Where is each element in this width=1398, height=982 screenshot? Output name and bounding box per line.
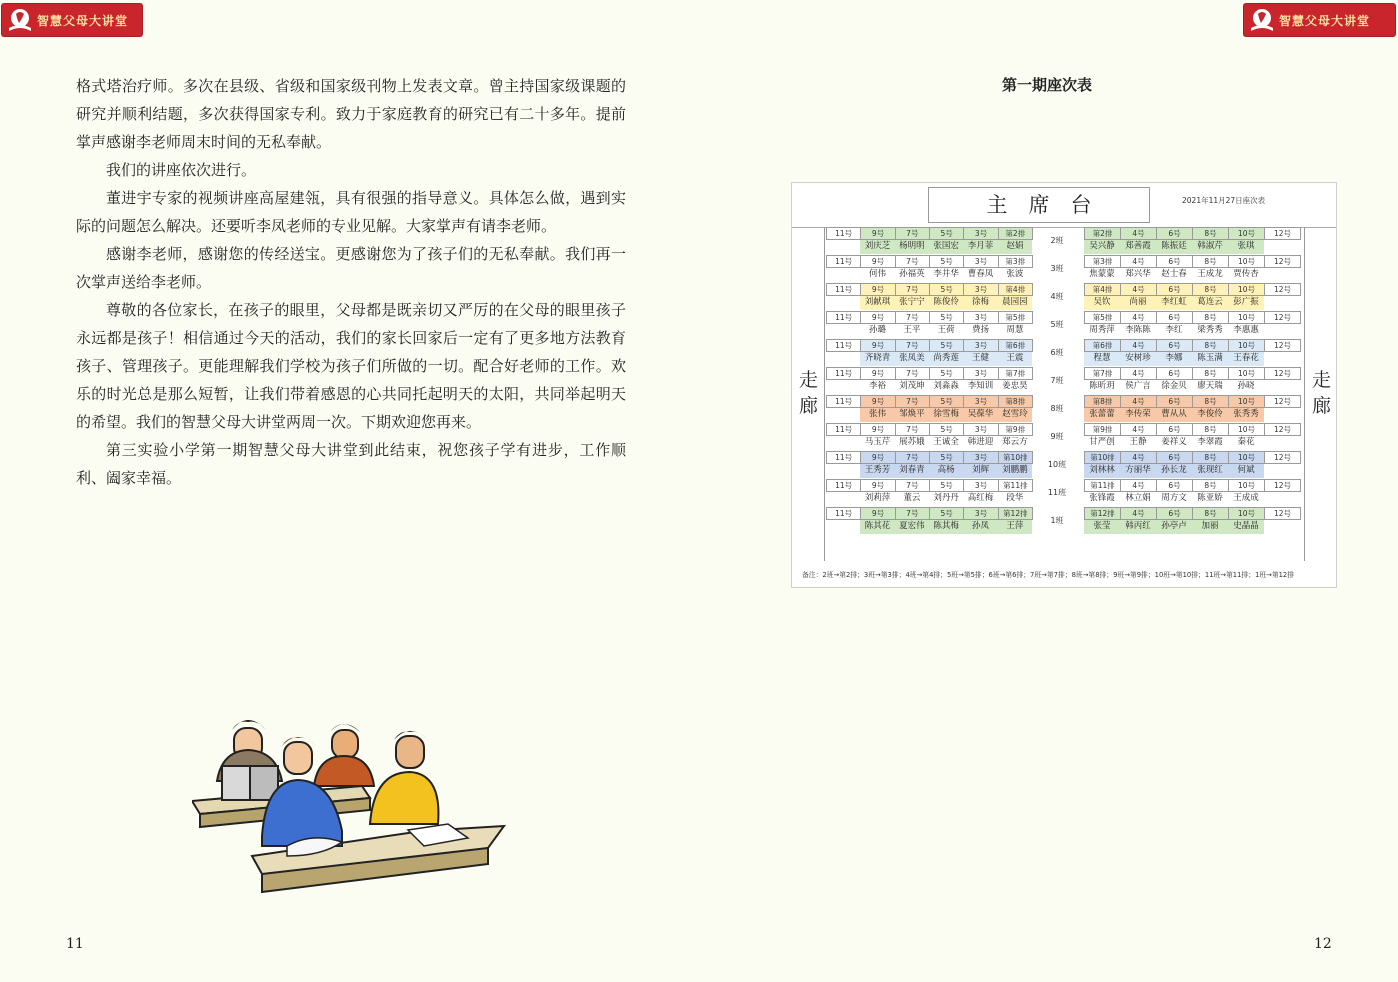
seat-name: 陈玉满 (1192, 352, 1228, 366)
seat-name: 李知训 (963, 380, 997, 394)
seat-number-cell: 第6排 (1084, 339, 1121, 352)
seat-name: 陈昕玥 (1084, 380, 1120, 394)
seat-number-cell: 9号 (860, 339, 895, 352)
seat-number-cell: 4号 (1120, 451, 1157, 464)
seating-chart-title: 第一期座次表 (1001, 76, 1092, 94)
seat-number-cell: 4号 (1120, 311, 1157, 324)
seat-name: 王静 (1120, 436, 1156, 450)
seat-name: 张国宏 (929, 240, 963, 254)
seat-number-cell: 7号 (895, 367, 930, 380)
seat-number-cell: 9号 (860, 367, 895, 380)
seat-name: 赵雪玲 (998, 408, 1032, 422)
seat-name: 段华 (998, 492, 1032, 506)
seat-number-cell: 8号 (1192, 423, 1229, 436)
seat-number-cell: 4号 (1120, 367, 1157, 380)
seat-name: 王春花 (1228, 352, 1264, 366)
seat-number-cell: 5号 (929, 311, 964, 324)
seat-number-cell: 12号 (1264, 367, 1301, 380)
seat-name: 张蕾蕾 (1084, 408, 1120, 422)
seat-name: 林立娟 (1120, 492, 1156, 506)
class-label: 1班 (1050, 516, 1064, 525)
seat-number-cell: 4号 (1120, 423, 1157, 436)
paragraph: 尊敬的各位家长，在孩子的眼里，父母都是既亲切又严厉的在父母的眼里孩子永远都是孩子！相信通过今天的活动，我们的家长回家后一定有了更多地方法教育孩子、管理孩子。更能理解我们学校为孩子们所做的一切。配合好老师的工作。欢乐的时光总是那么短暂，让我们带着感恩的心共同托起明天的太阳，共同举起明天的希望。我们的智慧父母大讲堂两周一次。下期欢迎您再来。 (76, 301, 626, 431)
seat-name: 徐雪梅 (929, 408, 963, 422)
seat-number-cell: 10号 (1228, 423, 1265, 436)
seat-number-cell: 9号 (860, 311, 895, 324)
seat-name: 李裕 (860, 380, 894, 394)
page-number-left: 11 (66, 936, 84, 952)
seat-number-cell: 11号 (826, 479, 861, 492)
seat-name: 张秀秀 (1228, 408, 1264, 422)
seat-number-cell: 5号 (929, 227, 964, 240)
seat-number-cell: 8号 (1192, 283, 1229, 296)
logo-text: 智慧父母大讲堂 (37, 13, 129, 28)
class-label: 11班 (1047, 488, 1067, 497)
seat-number-cell: 12号 (1264, 227, 1301, 240)
seat-number-cell: 10号 (1228, 367, 1265, 380)
seat-name: 加丽 (1192, 520, 1228, 534)
seat-number-cell: 3号 (963, 311, 998, 324)
seat-name: 焦蒙蒙 (1084, 268, 1120, 282)
seat-name: 周慧 (998, 324, 1032, 338)
seat-number-cell: 第2排 (998, 227, 1033, 240)
seat-name: 何斌 (1228, 464, 1264, 478)
seat-number-cell: 6号 (1156, 311, 1193, 324)
date-label: 2021年11月27日座次表 (1182, 196, 1266, 205)
class-label: 2班 (1050, 236, 1064, 245)
seat-number-cell: 10号 (1228, 255, 1265, 268)
seat-name: 高红梅 (963, 492, 997, 506)
seat-name: 李月菲 (963, 240, 997, 254)
seat-number-cell: 7号 (895, 255, 930, 268)
seat-number-cell: 9号 (860, 227, 895, 240)
seat-number-cell: 6号 (1156, 339, 1193, 352)
seat-name: 何伟 (860, 268, 894, 282)
seat-number-cell: 4号 (1120, 255, 1157, 268)
paragraph: 格式塔治疗师。多次在县级、省级和国家级刊物上发表文章。曾主持国家级课题的研究并顺利结题，多次获得国家专利。致力于家庭教育的研究已有二十多年。提前掌声感谢李老师周末时间的无私奉献。 (76, 77, 626, 151)
seat-number-cell: 4号 (1120, 339, 1157, 352)
seat-number-cell: 6号 (1156, 255, 1193, 268)
seat-number-cell: 9号 (860, 507, 895, 520)
seat-name: 赵士春 (1156, 268, 1192, 282)
seat-name: 曹春凤 (963, 268, 997, 282)
seat-number-cell: 10号 (1228, 227, 1265, 240)
seat-name: 陈俊伶 (929, 296, 963, 310)
seat-number-cell: 第10排 (998, 451, 1033, 464)
seat-name: 姜祥义 (1156, 436, 1192, 450)
class-label: 9班 (1050, 432, 1064, 441)
seat-number-cell: 10号 (1228, 283, 1265, 296)
seat-number-cell: 6号 (1156, 423, 1193, 436)
seat-number-cell: 5号 (929, 283, 964, 296)
seat-number-cell: 10号 (1228, 395, 1265, 408)
seat-number-cell: 12号 (1264, 311, 1301, 324)
seat-number-cell: 10号 (1228, 479, 1265, 492)
seat-number-cell: 7号 (895, 227, 930, 240)
seat-name: 吴兴静 (1084, 240, 1120, 254)
seat-number-cell: 12号 (1264, 507, 1301, 520)
seat-number-cell: 3号 (963, 255, 998, 268)
seat-number-cell: 第7排 (998, 367, 1033, 380)
seat-name: 张波 (998, 268, 1032, 282)
seat-name: 费扬 (963, 324, 997, 338)
seat-number-cell: 3号 (963, 451, 998, 464)
class-label: 5班 (1050, 320, 1064, 329)
seat-name: 孙亭卢 (1156, 520, 1192, 534)
seat-name: 陈其花 (860, 520, 894, 534)
seat-name: 王成成 (1228, 492, 1264, 506)
seat-number-cell: 4号 (1120, 227, 1157, 240)
seat-number-cell: 7号 (895, 311, 930, 324)
class-label: 6班 (1050, 348, 1064, 357)
seat-number-cell: 12号 (1264, 479, 1301, 492)
seat-name: 张锋霞 (1084, 492, 1120, 506)
logo-right (1243, 3, 1396, 37)
seat-name: 吴钦 (1084, 296, 1120, 310)
seat-number-cell: 6号 (1156, 451, 1193, 464)
seat-number-cell: 8号 (1192, 479, 1229, 492)
class-label: 4班 (1050, 292, 1064, 301)
seat-name: 晨园园 (998, 296, 1032, 310)
seat-name: 王荷 (929, 324, 963, 338)
students-reading-illustration (192, 706, 512, 906)
logo-emblem-icon (7, 7, 33, 33)
seat-number-cell: 10号 (1228, 339, 1265, 352)
seat-name: 孙福英 (895, 268, 929, 282)
seat-name: 程慧 (1084, 352, 1120, 366)
seat-number-cell: 10号 (1228, 451, 1265, 464)
seat-number-cell: 4号 (1120, 479, 1157, 492)
seat-number-cell: 3号 (963, 339, 998, 352)
seat-number-cell: 4号 (1120, 507, 1157, 520)
seat-number-cell: 8号 (1192, 255, 1229, 268)
seat-name: 齐晓青 (860, 352, 894, 366)
seat-name: 郑兴华 (1120, 268, 1156, 282)
seat-name: 彭广振 (1228, 296, 1264, 310)
seat-name: 张宁宁 (895, 296, 929, 310)
stage-header (792, 183, 1336, 228)
seat-name: 刘淼淼 (929, 380, 963, 394)
seat-number-cell: 6号 (1156, 283, 1193, 296)
seat-number-cell: 9号 (860, 423, 895, 436)
seat-name: 杨明明 (895, 240, 929, 254)
seat-name: 李陈陈 (1120, 324, 1156, 338)
seat-number-cell: 11号 (826, 395, 861, 408)
seat-number-cell: 第8排 (1084, 395, 1121, 408)
seat-name: 张莹 (1084, 520, 1120, 534)
seat-number-cell: 4号 (1120, 395, 1157, 408)
seat-number-cell: 8号 (1192, 339, 1229, 352)
seat-name: 周秀萍 (1084, 324, 1120, 338)
seat-name: 孙晓 (1228, 380, 1264, 394)
seat-number-cell: 3号 (963, 479, 998, 492)
seat-name: 李传荣 (1120, 408, 1156, 422)
seat-number-cell: 8号 (1192, 311, 1229, 324)
seat-number-cell: 11号 (826, 339, 861, 352)
seat-name: 张伟 (860, 408, 894, 422)
seat-name: 王平 (895, 324, 929, 338)
seat-name: 葛连云 (1192, 296, 1228, 310)
seat-number-cell: 3号 (963, 423, 998, 436)
seating-chart (791, 182, 1337, 588)
seat-number-cell: 8号 (1192, 367, 1229, 380)
seat-name: 徐金贝 (1156, 380, 1192, 394)
seat-name: 夏宏伟 (895, 520, 929, 534)
seat-name: 刘庆芝 (860, 240, 894, 254)
seat-name: 吴葆华 (963, 408, 997, 422)
seat-number-cell: 5号 (929, 367, 964, 380)
seat-number-cell: 11号 (826, 227, 861, 240)
seat-name: 刘鹏鹏 (998, 464, 1032, 478)
seat-name: 郑云方 (998, 436, 1032, 450)
seat-number-cell: 7号 (895, 451, 930, 464)
logo-text: 智慧父母大讲堂 (1279, 13, 1371, 28)
seat-number-cell: 3号 (963, 283, 998, 296)
paragraph: 我们的讲座依次进行。 (106, 161, 257, 179)
seat-name: 李红 (1156, 324, 1192, 338)
seat-number-cell: 7号 (895, 479, 930, 492)
seat-name: 廖天瑞 (1192, 380, 1228, 394)
seat-name: 陈振廷 (1156, 240, 1192, 254)
seat-name: 展苏娥 (895, 436, 929, 450)
seat-number-cell: 第4排 (1084, 283, 1121, 296)
seat-number-cell: 5号 (929, 507, 964, 520)
seat-name: 侯广言 (1120, 380, 1156, 394)
logo-emblem-icon (1249, 7, 1275, 33)
seat-number-cell: 5号 (929, 255, 964, 268)
seat-name: 梁秀秀 (1192, 324, 1228, 338)
seat-number-cell: 第11排 (1084, 479, 1121, 492)
seat-name: 李俊伶 (1192, 408, 1228, 422)
seat-name: 王诚全 (929, 436, 963, 450)
seat-name: 孙长龙 (1156, 464, 1192, 478)
seat-number-cell: 7号 (895, 395, 930, 408)
seat-number-cell: 11号 (826, 423, 861, 436)
seat-name: 董云 (895, 492, 929, 506)
seat-number-cell: 9号 (860, 395, 895, 408)
seat-number-cell: 11号 (826, 451, 861, 464)
seat-number-cell: 3号 (963, 507, 998, 520)
seat-number-cell: 11号 (826, 283, 861, 296)
seat-name: 王成龙 (1192, 268, 1228, 282)
seat-name: 高杨 (929, 464, 963, 478)
seat-number-cell: 7号 (895, 507, 930, 520)
seat-name: 刘茂坤 (895, 380, 929, 394)
seating-footnote: 备注：2班→第2排；3班→第3排；4班→第4排；5班→第5排；6班→第6排；7班→第7排；8班→第8排；9班→第9排；10班→第10排；11班→第11排；1班→第12排 (802, 571, 1295, 579)
seat-number-cell: 第3排 (1084, 255, 1121, 268)
seat-number-cell: 9号 (860, 255, 895, 268)
seat-number-cell: 3号 (963, 395, 998, 408)
class-label: 3班 (1050, 264, 1064, 273)
seat-number-cell: 4号 (1120, 283, 1157, 296)
seat-name: 李娜 (1156, 352, 1192, 366)
seat-name: 张凤美 (895, 352, 929, 366)
corridor-left-label: 走廊 (799, 369, 819, 417)
seat-number-cell: 7号 (895, 283, 930, 296)
seat-number-cell: 7号 (895, 423, 930, 436)
seat-name: 徐梅 (963, 296, 997, 310)
seat-number-cell: 8号 (1192, 395, 1229, 408)
paragraph: 感谢李老师，感谢您的传经送宝。更感谢您为了孩子们的无私奉献。我们再一次掌声送给李老师。 (76, 245, 626, 291)
seat-name: 王秀芳 (860, 464, 894, 478)
seat-name: 安树珍 (1120, 352, 1156, 366)
seat-number-cell: 12号 (1264, 255, 1301, 268)
seat-name: 王震 (998, 352, 1032, 366)
seat-number-cell: 第3排 (998, 255, 1033, 268)
seat-name: 刘丹丹 (929, 492, 963, 506)
seat-number-cell: 5号 (929, 451, 964, 464)
seat-name: 邹焕平 (895, 408, 929, 422)
seat-number-cell: 11号 (826, 367, 861, 380)
seat-number-cell: 12号 (1264, 283, 1301, 296)
seat-number-cell: 第12排 (998, 507, 1033, 520)
corridor-right (1304, 227, 1337, 561)
seat-number-cell: 5号 (929, 479, 964, 492)
seat-name: 李红虹 (1156, 296, 1192, 310)
seat-number-cell: 第5排 (1084, 311, 1121, 324)
seat-name: 韩进迎 (963, 436, 997, 450)
seat-name: 孙凤 (963, 520, 997, 534)
seat-name: 陈其梅 (929, 520, 963, 534)
seat-name: 王健 (963, 352, 997, 366)
seat-number-cell: 第4排 (998, 283, 1033, 296)
seat-number-cell: 10号 (1228, 311, 1265, 324)
seat-name: 陈亚娇 (1192, 492, 1228, 506)
left-page-text (76, 72, 626, 492)
seat-name: 李翠霞 (1192, 436, 1228, 450)
seat-name: 韩淑芹 (1192, 240, 1228, 254)
seat-number-cell: 第7排 (1084, 367, 1121, 380)
seat-number-cell: 第11排 (998, 479, 1033, 492)
seat-name: 刘春青 (895, 464, 929, 478)
seat-name: 刘林林 (1084, 464, 1120, 478)
seat-name: 张琪 (1228, 240, 1264, 254)
seat-name: 刘莉萍 (860, 492, 894, 506)
seat-number-cell: 第8排 (998, 395, 1033, 408)
class-label: 7班 (1050, 376, 1064, 385)
seat-number-cell: 第12排 (1084, 507, 1121, 520)
seat-name: 秦花 (1228, 436, 1264, 450)
seat-number-cell: 6号 (1156, 367, 1193, 380)
seat-number-cell: 12号 (1264, 423, 1301, 436)
seat-name: 刘献琪 (860, 296, 894, 310)
page-number-right: 12 (1314, 936, 1332, 952)
class-label: 10班 (1047, 460, 1067, 469)
paragraph: 第三实验小学第一期智慧父母大讲堂到此结束，祝您孩子学有进步，工作顺利、阖家幸福。 (76, 441, 626, 487)
seat-name: 方丽华 (1120, 464, 1156, 478)
seat-number-cell: 10号 (1228, 507, 1265, 520)
seat-number-cell: 6号 (1156, 507, 1193, 520)
seat-number-cell: 第9排 (1084, 423, 1121, 436)
seat-name: 郑善霞 (1120, 240, 1156, 254)
seat-number-cell: 第10排 (1084, 451, 1121, 464)
stage-label: 主 席 台 (928, 187, 1150, 223)
seat-name: 刘辉 (963, 464, 997, 478)
seat-name: 王萍 (998, 520, 1032, 534)
seat-number-cell: 第2排 (1084, 227, 1121, 240)
seat-number-cell: 9号 (860, 451, 895, 464)
seat-number-cell: 第9排 (998, 423, 1033, 436)
seat-number-cell: 5号 (929, 395, 964, 408)
seat-name: 甘严创 (1084, 436, 1120, 450)
seat-number-cell: 6号 (1156, 395, 1193, 408)
seat-name: 史晶晶 (1228, 520, 1264, 534)
corridor-right-label: 走廊 (1312, 369, 1332, 417)
seat-number-cell: 9号 (860, 283, 895, 296)
seat-number-cell: 5号 (929, 339, 964, 352)
seat-number-cell: 5号 (929, 423, 964, 436)
seat-name: 韩丙红 (1120, 520, 1156, 534)
seat-number-cell: 3号 (963, 367, 998, 380)
logo-left (1, 3, 143, 37)
seat-number-cell: 12号 (1264, 451, 1301, 464)
seat-number-cell: 11号 (826, 311, 861, 324)
seat-name: 李井华 (929, 268, 963, 282)
seat-name: 马玉芹 (860, 436, 894, 450)
seat-number-cell: 11号 (826, 507, 861, 520)
seat-name: 贾传杏 (1228, 268, 1264, 282)
seat-number-cell: 第5排 (998, 311, 1033, 324)
seat-number-cell: 6号 (1156, 479, 1193, 492)
seat-number-cell: 8号 (1192, 227, 1229, 240)
seat-name: 赵娟 (998, 240, 1032, 254)
seat-name: 尚秀莲 (929, 352, 963, 366)
seat-number-cell: 11号 (826, 255, 861, 268)
seat-number-cell: 9号 (860, 479, 895, 492)
seat-name: 曹从从 (1156, 408, 1192, 422)
seat-number-cell: 6号 (1156, 227, 1193, 240)
seat-number-cell: 12号 (1264, 395, 1301, 408)
corridor-left (792, 227, 825, 561)
seat-name: 姜忠昊 (998, 380, 1032, 394)
seat-number-cell: 8号 (1192, 451, 1229, 464)
seat-number-cell: 第6排 (998, 339, 1033, 352)
class-label: 8班 (1050, 404, 1064, 413)
seat-name: 尚丽 (1120, 296, 1156, 310)
seat-number-cell: 8号 (1192, 507, 1229, 520)
paragraph: 董进宇专家的视频讲座高屋建瓴，具有很强的指导意义。具体怎么做，遇到实际的问题怎么解决。还要听李凤老师的专业见解。大家掌声有请李老师。 (76, 189, 626, 235)
seat-name: 周方文 (1156, 492, 1192, 506)
seat-name: 张现红 (1192, 464, 1228, 478)
seat-number-cell: 3号 (963, 227, 998, 240)
seat-name: 李惠惠 (1228, 324, 1264, 338)
seat-number-cell: 7号 (895, 339, 930, 352)
seat-number-cell: 12号 (1264, 339, 1301, 352)
seat-name: 孙璐 (860, 324, 894, 338)
